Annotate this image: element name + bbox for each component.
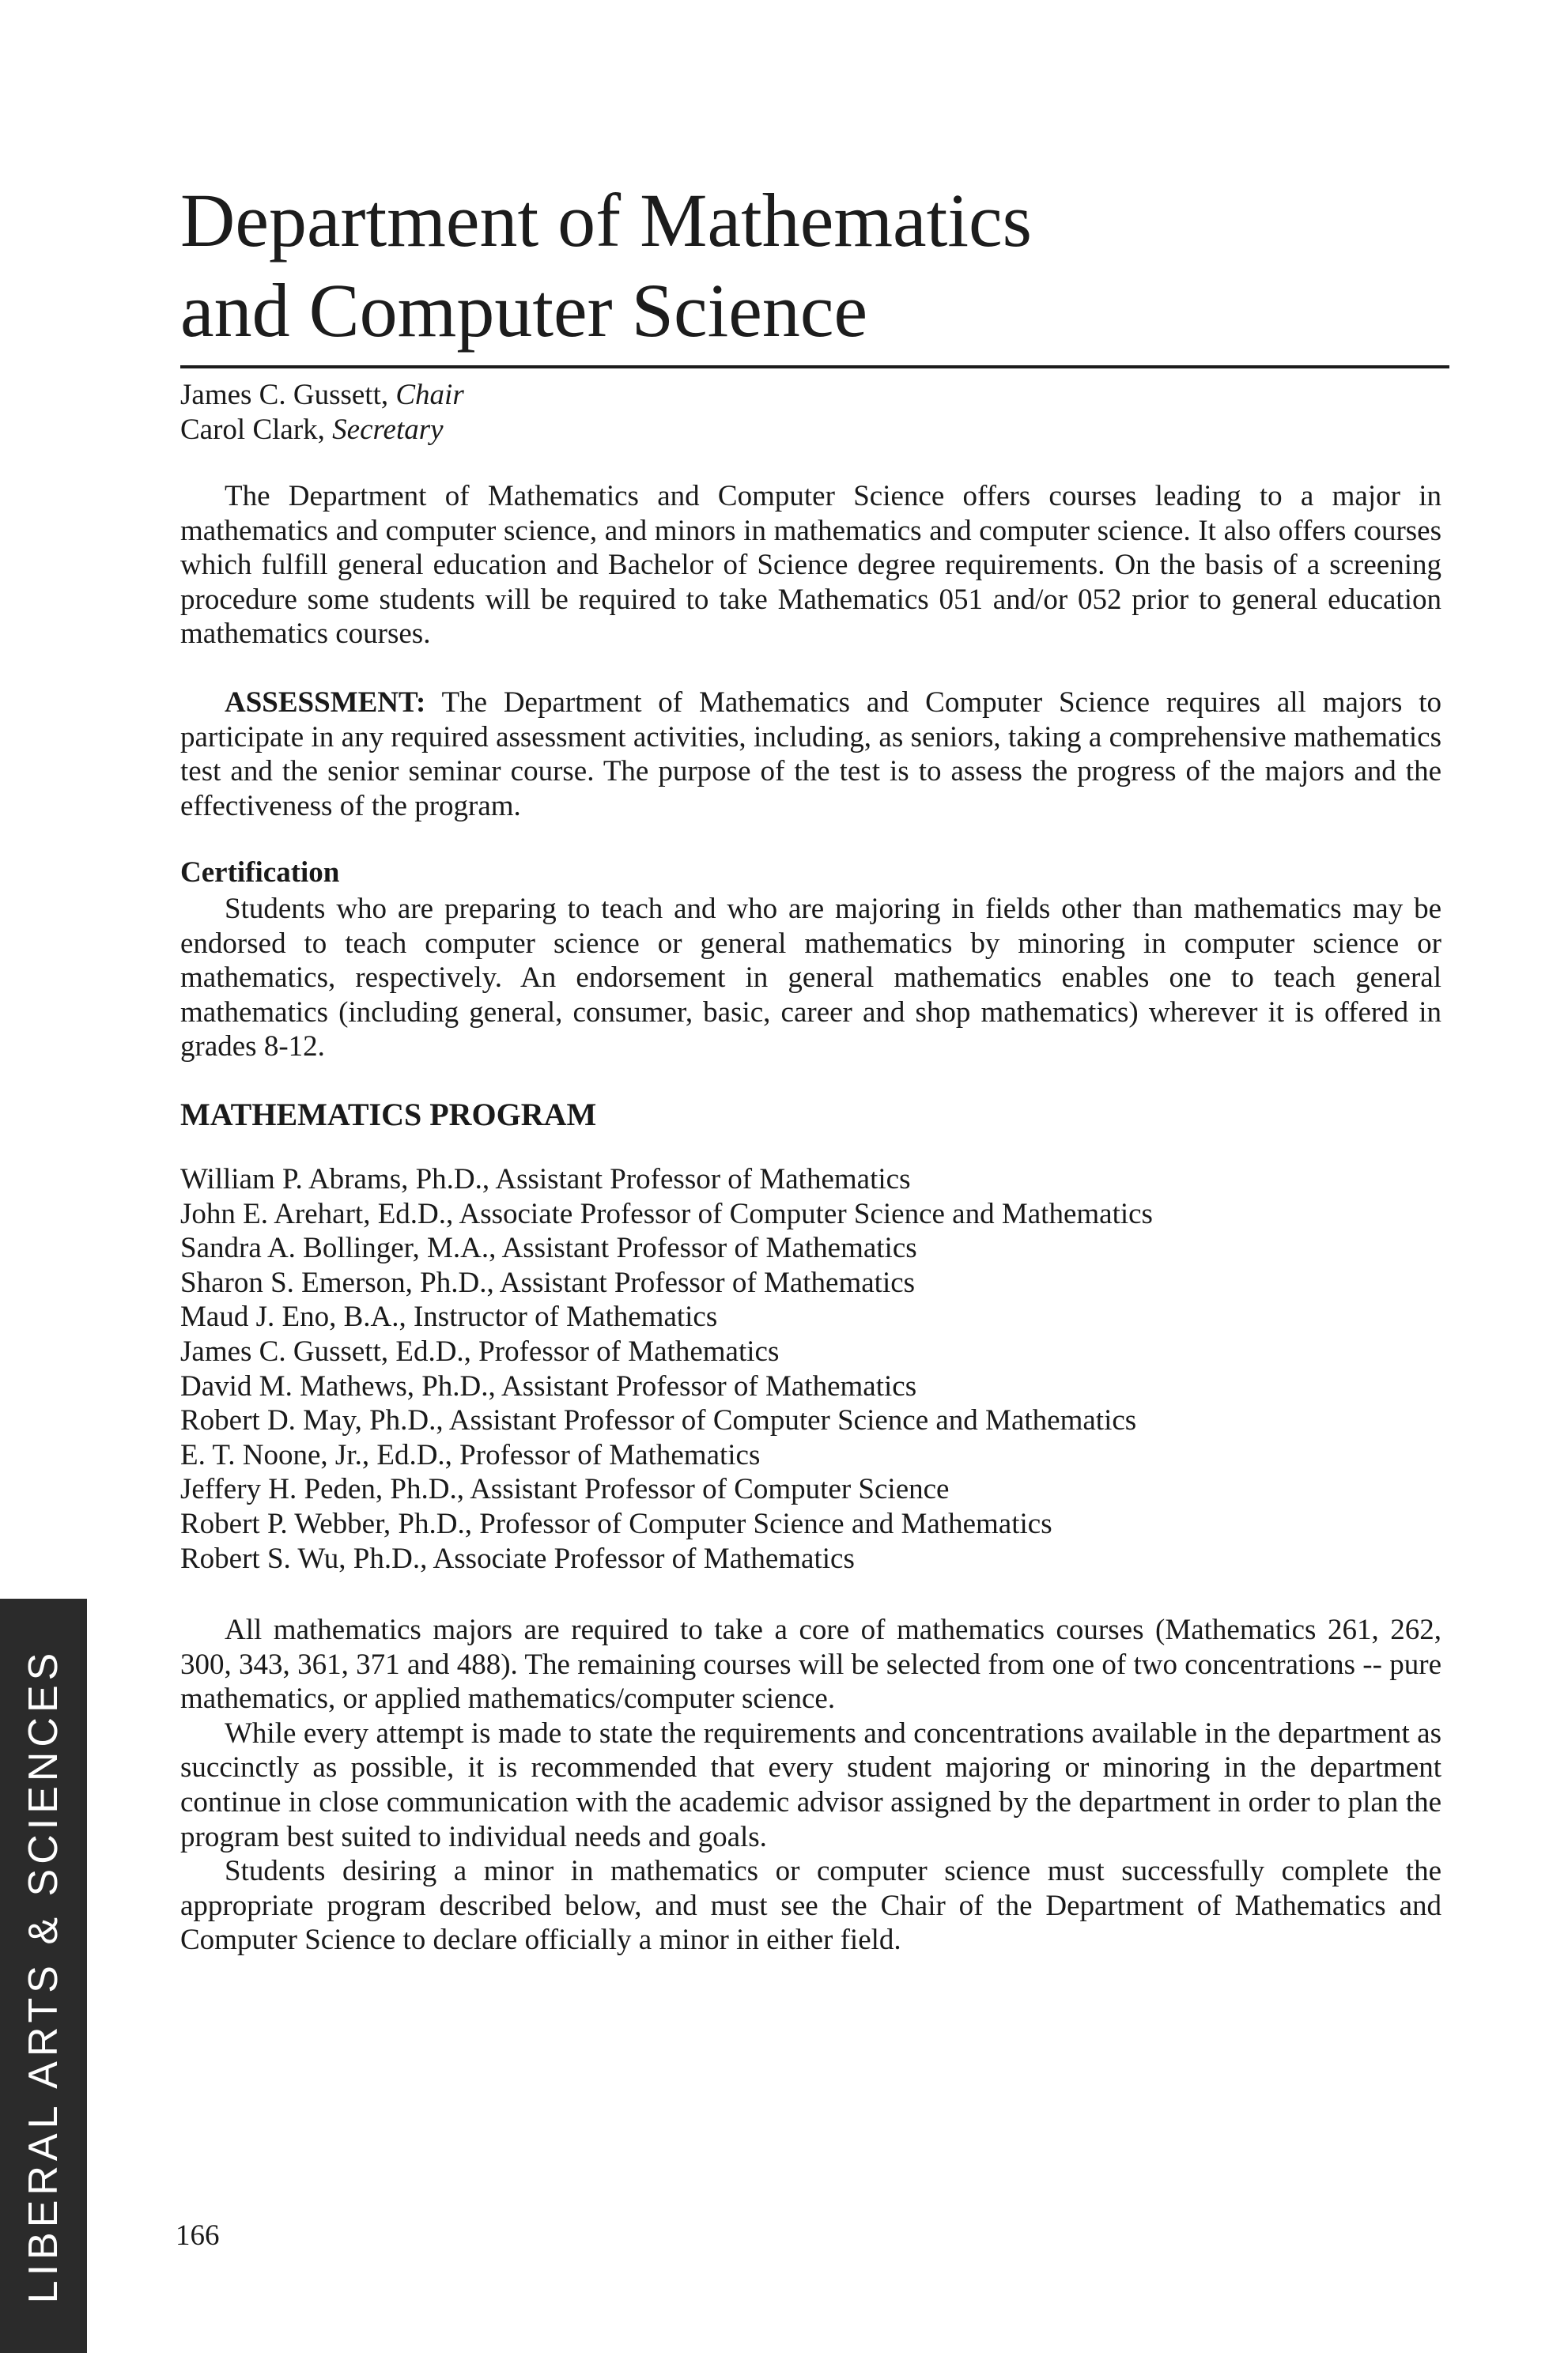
secretary-name: Carol Clark, — [180, 414, 333, 446]
minor-paragraph: Students desiring a minor in mathematics or computer science must successfully complete the appropriate program described below, and must see the Chair of the Department of Mathematics and Computer Science to declare officially a minor in either field. — [180, 1855, 1441, 1957]
side-tab-label: LIBERAL ARTS & SCIENCES — [21, 1648, 66, 2304]
faculty-item: Sharon S. Emerson, Ph.D., Assistant Professor of Mathematics — [180, 1266, 916, 1299]
chair-line — [180, 378, 464, 413]
secretary-role: Secretary — [332, 414, 444, 446]
faculty-item: Jeffery H. Peden, Ph.D., Assistant Professor of Computer Science — [180, 1473, 950, 1506]
faculty-item: William P. Abrams, Ph.D., Assistant Professor of Mathematics — [180, 1163, 911, 1195]
page-title-line-2: and Computer Science — [180, 268, 868, 353]
page-number: 166 — [176, 2219, 220, 2252]
faculty-item: E. T. Noone, Jr., Ed.D., Professor of Mathematics — [180, 1438, 761, 1471]
faculty-item: Robert S. Wu, Ph.D., Associate Professor of Mathematics — [180, 1542, 855, 1575]
faculty-item: Robert D. May, Ph.D., Assistant Professor of Computer Science and Mathematics — [180, 1404, 1137, 1437]
faculty-item: Sandra A. Bollinger, M.A., Assistant Professor of Mathematics — [180, 1232, 917, 1265]
faculty-item: James C. Gussett, Ed.D., Professor of Mathematics — [180, 1335, 780, 1368]
certification-paragraph: Students who are preparing to teach and who are majoring in fields other than mathematics may be endorsed to teach computer science or general mathematics by minoring in computer science or mathematics, respectively. An endorsement in general mathematics enables one to teach general mathematics (including general, consumer, basic, career and shop mathematics) wherever it is offered in grades 8-12. — [180, 893, 1441, 1063]
core-courses-paragraph: All mathematics majors are required to take a core of mathematics courses (Mathematics 261, 262, 300, 343, 361, 371 and 488). The remaining courses will be selected from one of two concentrations -- pure mathematics, or applied mathematics/computer science. — [180, 1614, 1441, 1716]
faculty-list — [180, 1162, 1153, 1576]
assessment-paragraph — [180, 686, 1441, 823]
page-title-line-1: Department of Mathematics — [180, 178, 1032, 262]
intro-paragraph: The Department of Mathematics and Computer Science offers courses leading to a major in mathematics and computer science, and minors in mathematics and computer science. It also offers courses which fulfill general education and Bachelor of Science degree requirements. On the basis of a screening procedure some students will be required to take Mathematics 051 and/or 052 prior to general education mathematics courses. — [180, 480, 1441, 651]
faculty-item: Robert P. Webber, Ph.D., Professor of Computer Science and Mathematics — [180, 1507, 1052, 1540]
faculty-item: David M. Mathews, Ph.D., Assistant Professor of Mathematics — [180, 1369, 917, 1403]
faculty-item: John E. Arehart, Ed.D., Associate Professor of Computer Science and Mathematics — [180, 1197, 1153, 1230]
assessment-lead: ASSESSMENT: — [225, 686, 426, 719]
faculty-item: Maud J. Eno, B.A., Instructor of Mathematics — [180, 1301, 718, 1334]
assessment-text: The Department of Mathematics and Computer Science requires all majors to participate in any required assessment activities, including, as seniors, taking a comprehensive mathematics test and the senior seminar course. The purpose of the test is to assess the progress of the majors and the effectiveness of the program. — [180, 686, 1441, 822]
mathematics-program-heading: MATHEMATICS PROGRAM — [180, 1097, 597, 1132]
page-title — [180, 176, 1445, 356]
department-staff — [180, 378, 464, 448]
program-description — [180, 1613, 1441, 1958]
certification-heading: Certification — [180, 856, 340, 889]
title-divider — [180, 365, 1449, 368]
chair-name: James C. Gussett, — [180, 379, 396, 411]
section-side-tab — [0, 1599, 87, 2353]
chair-role: Chair — [395, 379, 464, 411]
secretary-line — [180, 413, 464, 448]
advising-paragraph: While every attempt is made to state the requirements and concentrations available in the department as succinctly as possible, it is recommended that every student majoring or minoring in the department continue in close communication with the academic advisor assigned by the department in order to plan the program best suited to individual needs and goals. — [180, 1717, 1441, 1853]
